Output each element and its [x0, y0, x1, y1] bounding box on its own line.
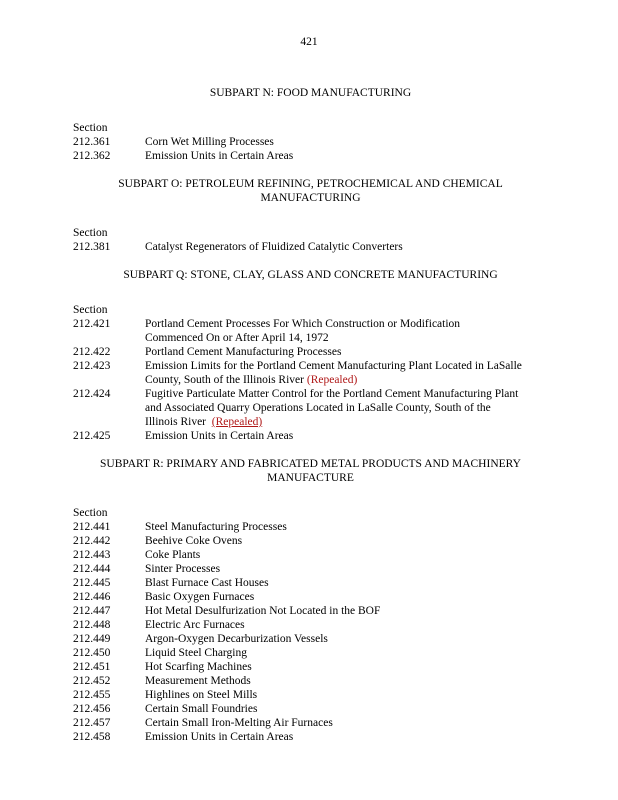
section-title-text: Argon-Oxygen Decarburization Vessels: [145, 633, 328, 645]
section-title: [145, 604, 548, 618]
spacer: [73, 205, 548, 226]
section-title-line: [145, 576, 548, 590]
section-title-line: [145, 331, 548, 345]
section-title: [145, 730, 548, 744]
section-title: [145, 576, 548, 590]
section-title-line: [145, 240, 548, 254]
section-title-line: [145, 562, 548, 576]
section-title: [145, 674, 548, 688]
section-number: 212.447: [73, 605, 111, 617]
section-title: [145, 618, 548, 632]
subpart-title: [73, 177, 548, 205]
section-title-line: [145, 702, 548, 716]
section-number: 212.425: [73, 430, 111, 442]
section-entry: [73, 520, 548, 534]
section-number: 212.445: [73, 577, 111, 589]
section-title: [145, 240, 548, 254]
section-title-text: Steel Manufacturing Processes: [145, 521, 287, 533]
section-entry: [73, 359, 548, 387]
subpart-title: [73, 457, 548, 485]
section-title: [145, 660, 548, 674]
spacer: [73, 163, 548, 177]
section-title: [145, 590, 548, 604]
section-title-text: Liquid Steel Charging: [145, 647, 248, 659]
section-title: [145, 688, 548, 702]
section-entry: [73, 548, 548, 562]
section-title-line: [145, 660, 548, 674]
section-title-text: Emission Limits for the Portland Cement Manufacturing Plant Located in LaSalle: [145, 360, 522, 372]
section-entry: [73, 387, 548, 429]
section-title-text: Highlines on Steel Mills: [145, 689, 258, 701]
section-title-line: [145, 590, 548, 604]
section-number: 212.422: [73, 346, 111, 358]
page-number: 421: [300, 36, 318, 48]
section-title-line: [145, 632, 548, 646]
section-entry: [73, 716, 548, 730]
section-title: [145, 429, 548, 443]
section-title-line: [145, 618, 548, 632]
section-entry: [73, 429, 548, 443]
spacer: [73, 485, 548, 506]
section-title-text: Electric Arc Furnaces: [145, 619, 245, 631]
section-number: 212.448: [73, 619, 111, 631]
section-number: 212.421: [73, 318, 111, 330]
section-heading: Section: [73, 507, 108, 519]
section-number: 212.444: [73, 563, 111, 575]
spacer: [73, 443, 548, 457]
section-entry: [73, 590, 548, 604]
section-title-line: [145, 604, 548, 618]
section-title: [145, 520, 548, 534]
section-number: 212.381: [73, 241, 111, 253]
table-of-contents: [73, 86, 548, 744]
section-title: [145, 534, 548, 548]
section-entry: [73, 604, 548, 618]
subpart-title-line: SUBPART O: PETROLEUM REFINING, PETROCHEMICAL AND CHEMICAL: [118, 178, 503, 190]
section-title-line: [145, 730, 548, 744]
section-number: 212.423: [73, 360, 111, 372]
section-title-line: [145, 534, 548, 548]
section-title: [145, 135, 548, 149]
section-title-line: [145, 373, 548, 387]
section-title-text: Emission Units in Certain Areas: [145, 150, 294, 162]
section-title-text: Emission Units in Certain Areas: [145, 731, 294, 743]
section-number: 212.441: [73, 521, 111, 533]
section-title: [145, 149, 548, 163]
section-title-line: [145, 548, 548, 562]
section-entry: [73, 576, 548, 590]
section-number: 212.442: [73, 535, 111, 547]
section-number: 212.452: [73, 675, 111, 687]
section-title-line: [145, 716, 548, 730]
section-title: [145, 632, 548, 646]
section-entry: [73, 702, 548, 716]
spacer: [73, 254, 548, 268]
section-entry: [73, 562, 548, 576]
section-entry: [73, 240, 548, 254]
section-number: 212.424: [73, 388, 111, 400]
section-title-line: [145, 520, 548, 534]
repealed-note: (Repealed): [306, 374, 358, 386]
section-entry: [73, 674, 548, 688]
section-title: [145, 562, 548, 576]
section-number: 212.450: [73, 647, 111, 659]
section-entry: [73, 646, 548, 660]
spacer: [73, 282, 548, 303]
section-title-line: [145, 688, 548, 702]
section-title-line: [145, 135, 548, 149]
section-title-text: Certain Small Iron-Melting Air Furnaces: [145, 717, 333, 729]
section-title-text: Blast Furnace Cast Houses: [145, 577, 269, 589]
section-number: 212.455: [73, 689, 111, 701]
section-heading: Section: [73, 122, 108, 134]
section-title-line: [145, 387, 548, 401]
subpart-title-line: MANUFACTURING: [260, 192, 361, 204]
section-entry: [73, 730, 548, 744]
section-title-text: County, South of the Illinois River: [145, 374, 304, 386]
section-number: 212.362: [73, 150, 111, 162]
section-title: [145, 359, 548, 387]
section-entry: [73, 688, 548, 702]
section-title-text: Fugitive Particulate Matter Control for the Portland Cement Manufacturing Plant: [145, 388, 519, 400]
section-title-line: [145, 415, 548, 429]
section-title: [145, 317, 548, 345]
section-entry: [73, 317, 548, 345]
section-title-text: Emission Units in Certain Areas: [145, 430, 294, 442]
section-number: 212.361: [73, 136, 111, 148]
section-title-line: [145, 317, 548, 331]
section-title-text: Illinois River: [145, 416, 207, 428]
section-title-line: [145, 429, 548, 443]
subpart-title-line: SUBPART R: PRIMARY AND FABRICATED METAL PRODUCTS AND MACHINERY: [100, 458, 521, 470]
section-entry: [73, 632, 548, 646]
section-entry: [73, 534, 548, 548]
section-title-line: [145, 674, 548, 688]
section-title-text: Basic Oxygen Furnaces: [145, 591, 255, 603]
section-entry: [73, 345, 548, 359]
section-title: [145, 716, 548, 730]
section-number: 212.456: [73, 703, 111, 715]
section-entry: [73, 135, 548, 149]
subpart-title-line: MANUFACTURE: [267, 472, 354, 484]
section-title-text: Catalyst Regenerators of Fluidized Catalytic Converters: [145, 241, 403, 253]
subpart-title: [73, 86, 548, 100]
section-title-line: [145, 149, 548, 163]
subpart-title-line: SUBPART Q: STONE, CLAY, GLASS AND CONCRETE MANUFACTURING: [123, 269, 498, 281]
section-title: [145, 646, 548, 660]
section-title-text: Commenced On or After April 14, 1972: [145, 332, 329, 344]
spacer: [73, 100, 548, 121]
section-title-text: Measurement Methods: [145, 675, 251, 687]
section-title: [145, 702, 548, 716]
section-entry: [73, 660, 548, 674]
subpart-title: [73, 268, 548, 282]
section-title-text: Hot Scarfing Machines: [145, 661, 252, 673]
section-number: 212.458: [73, 731, 111, 743]
section-title: [145, 548, 548, 562]
section-title-text: and Associated Quarry Operations Located in LaSalle County, South of the: [145, 402, 491, 414]
repealed-note: (Repealed): [211, 416, 263, 428]
section-number: 212.446: [73, 591, 111, 603]
section-title-text: Certain Small Foundries: [145, 703, 258, 715]
section-title-text: Hot Metal Desulfurization Not Located in the BOF: [145, 605, 381, 617]
section-title-line: [145, 401, 548, 415]
section-heading: Section: [73, 304, 108, 316]
section-number: 212.451: [73, 661, 111, 673]
section-title: [145, 345, 548, 359]
section-heading: Section: [73, 227, 108, 239]
section-title-text: Beehive Coke Ovens: [145, 535, 243, 547]
section-title-text: Portland Cement Processes For Which Construction or Modification: [145, 318, 461, 330]
section-entry: [73, 618, 548, 632]
section-number: 212.457: [73, 717, 111, 729]
section-title-line: [145, 345, 548, 359]
section-title-text: Corn Wet Milling Processes: [145, 136, 274, 148]
section-entry: [73, 149, 548, 163]
section-title-text: Coke Plants: [145, 549, 201, 561]
section-title-line: [145, 359, 548, 373]
subpart-title-line: SUBPART N: FOOD MANUFACTURING: [209, 87, 412, 99]
section-title-text: Portland Cement Manufacturing Processes: [145, 346, 342, 358]
section-title: [145, 387, 548, 429]
section-number: 212.449: [73, 633, 111, 645]
section-number: 212.443: [73, 549, 111, 561]
section-title-line: [145, 646, 548, 660]
section-title-text: Sinter Processes: [145, 563, 221, 575]
